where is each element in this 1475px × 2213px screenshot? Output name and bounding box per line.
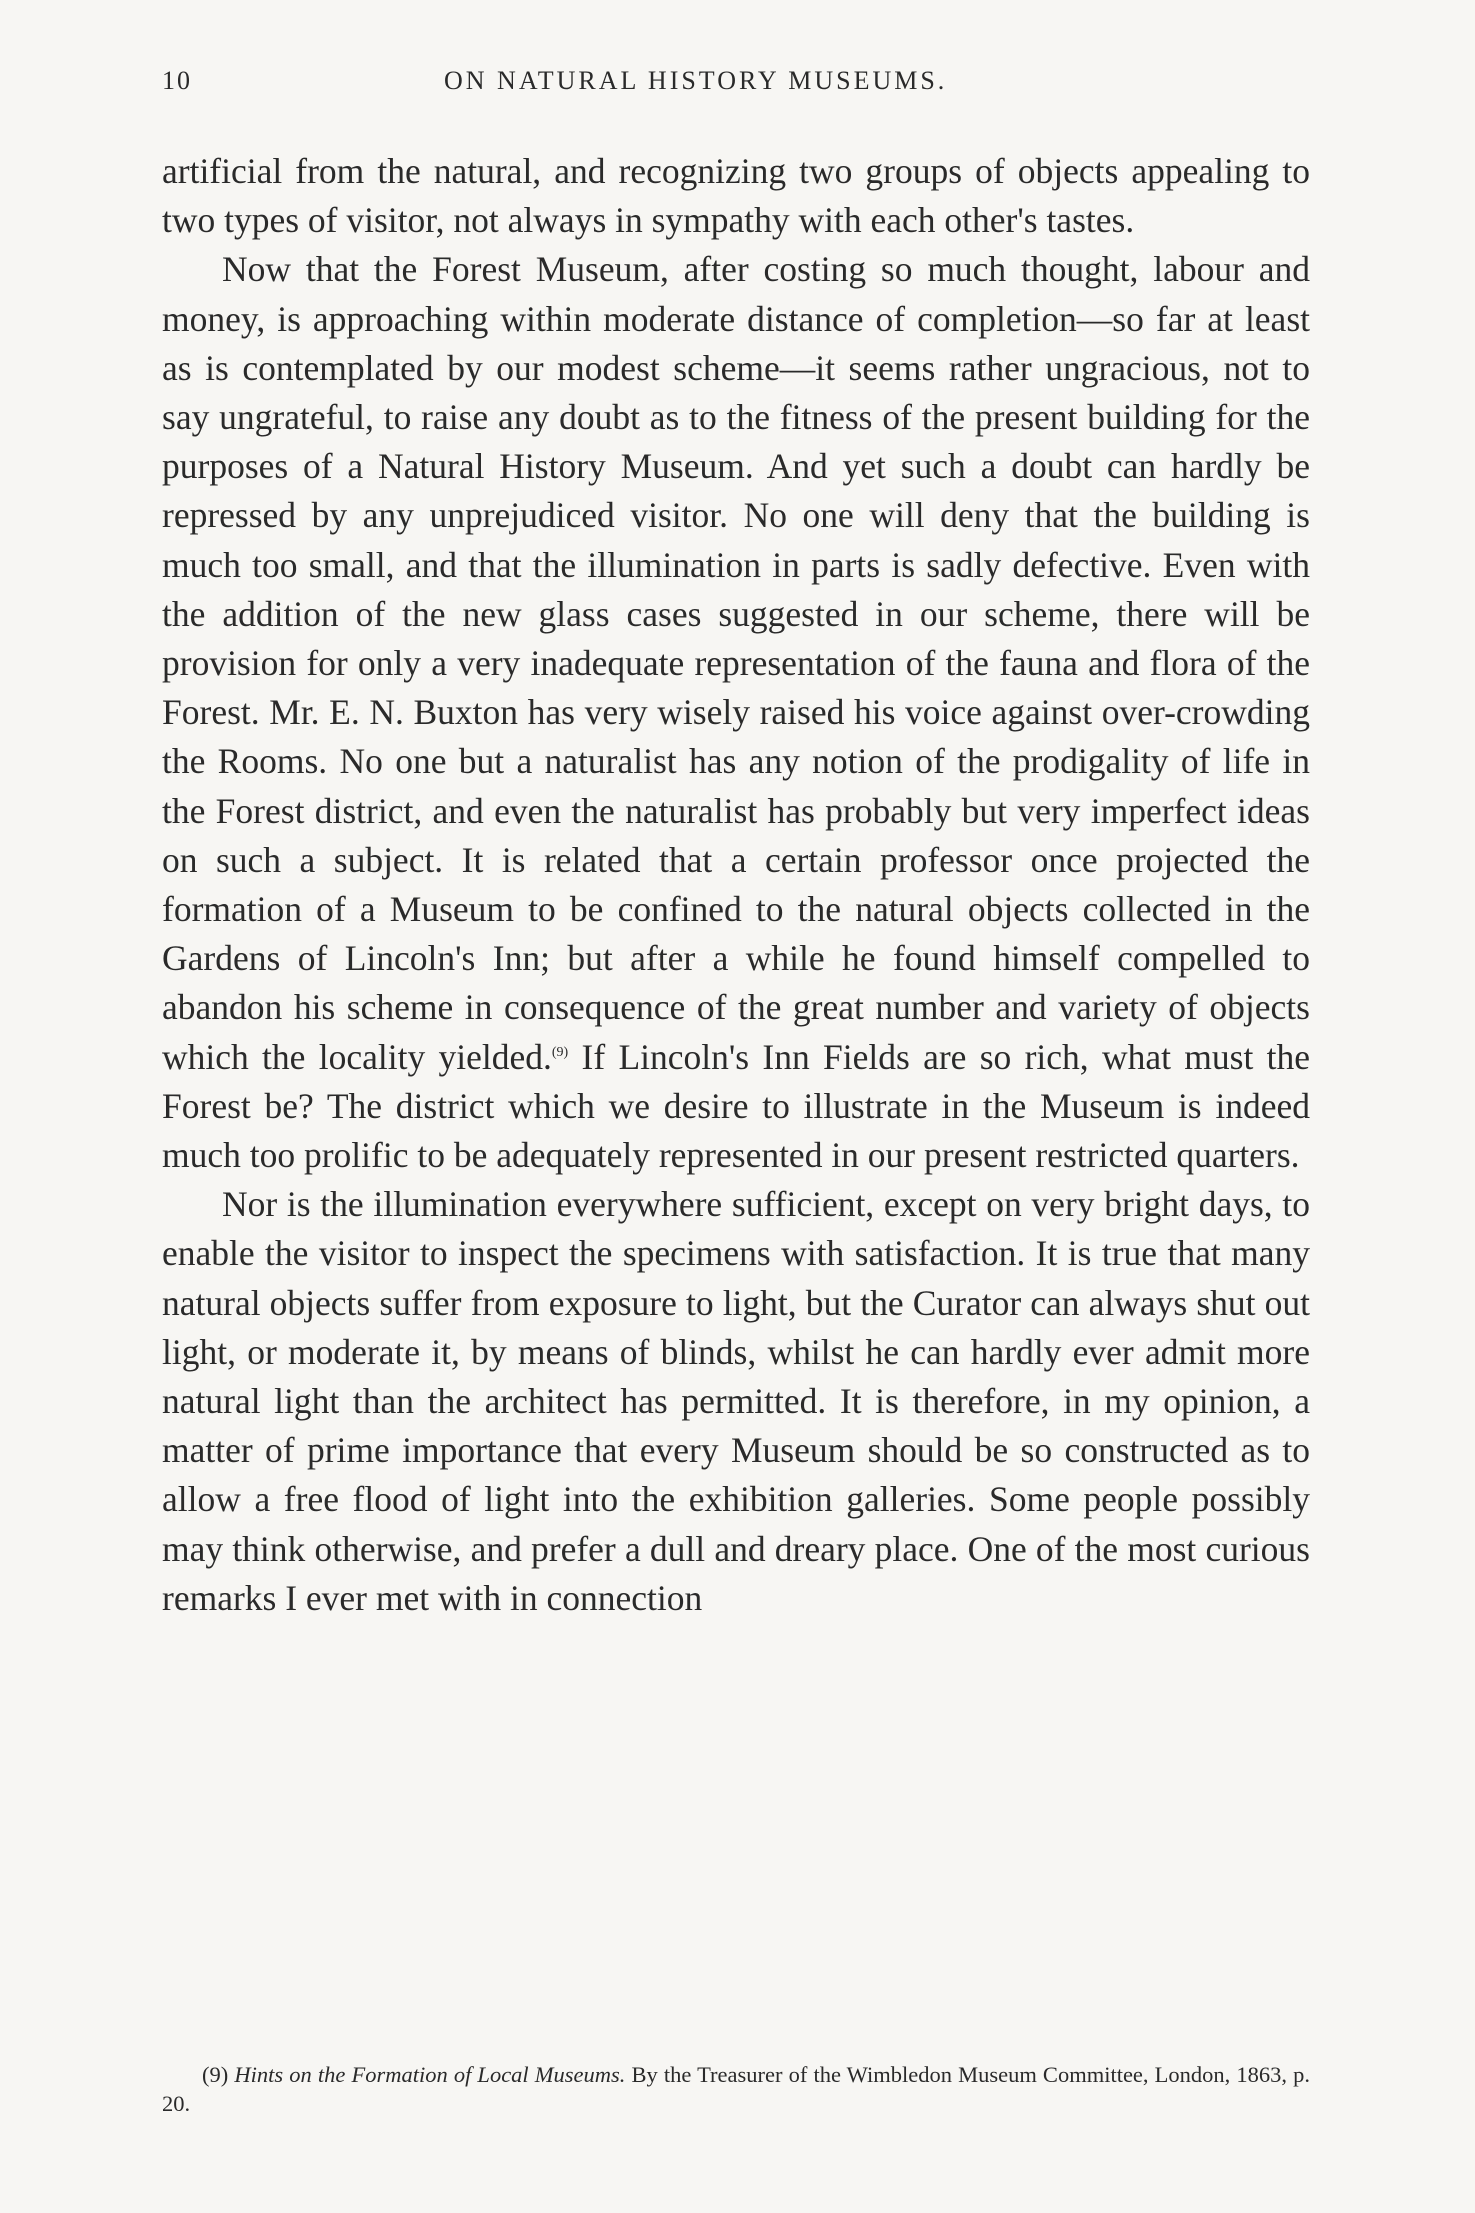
paragraph-2-text-b: If Lincoln's Inn Fields are so rich, what must the Forest be? The district which we desire to illustrate in the Museum is indeed much too prolific to be adequately represented in our present restricted quarters. [162, 1036, 1310, 1176]
running-title: ON NATURAL HISTORY MUSEUMS. [444, 66, 948, 95]
footnote-title: Hints on the Formation of Local Museums. [234, 2062, 626, 2087]
paragraph-3: Nor is the illumination everywhere sufficient, except on very bright days, to enable the visitor to inspect the specimens with satisfaction. It is true that many natural objects suffer from exposure to light, but the Curator can always shut out light, or moderate it, by means of blinds, whilst he can hardly ever admit more natural light than the architect has permitted. It is therefore, in my opinion, a matter of prime importance that every Museum should be so constructed as to allow a free flood of light into the exhibition galleries. Some people possibly may think otherwise, and prefer a dull and dreary place. One of the most curious remarks I ever met with in connection [162, 1184, 1310, 1618]
body-text [162, 147, 1310, 1623]
paragraph-2 [162, 245, 1310, 1180]
footnote-text: By the Treasurer of the Wimbledon Museum Committee, London, 1863, p. 20. [162, 2062, 1310, 2116]
page-number: 10 [162, 66, 192, 95]
footnote [162, 2060, 1310, 2118]
paragraph-1: artificial from the natural, and recognizing two groups of objects appealing to two types of visitor, not always in sympathy with each other's tastes. [162, 151, 1310, 241]
footnote-marker: (9) [202, 2062, 229, 2087]
page-header [162, 66, 1322, 106]
footnote-reference[interactable]: (9) [551, 1044, 569, 1060]
paragraph-2-text-a: Now that the Forest Museum, after costing so much thought, labour and money, is approaching within moderate distance of completion—so far at least as is contemplated by our modest scheme—it seems rather ungracious, not to say ungrateful, to raise any doubt as to the fitness of the present building for the purposes of a Natural History Museum. And yet such a doubt can hardly be repressed by any unprejudiced visitor. No one will deny that the building is much too small, and that the illumination in parts is sadly defective. Even with the addition of the new glass cases suggested in our scheme, there will be provision for only a very inadequate representation of the fauna and flora of the Forest. Mr. E. N. Buxton has very wisely raised his voice against over-crowding the Rooms. No one but a naturalist has any notion of the prodigality of life in the Forest district, and even the naturalist has probably but very imperfect ideas on such a subject. It is related that a certain professor once projected the formation of a Museum to be confined to the natural objects collected in the Gardens of Lincoln's Inn; but after a while he found himself compelled to abandon his scheme in consequence of the great number and variety of objects which the locality yielded. [162, 249, 1310, 1077]
